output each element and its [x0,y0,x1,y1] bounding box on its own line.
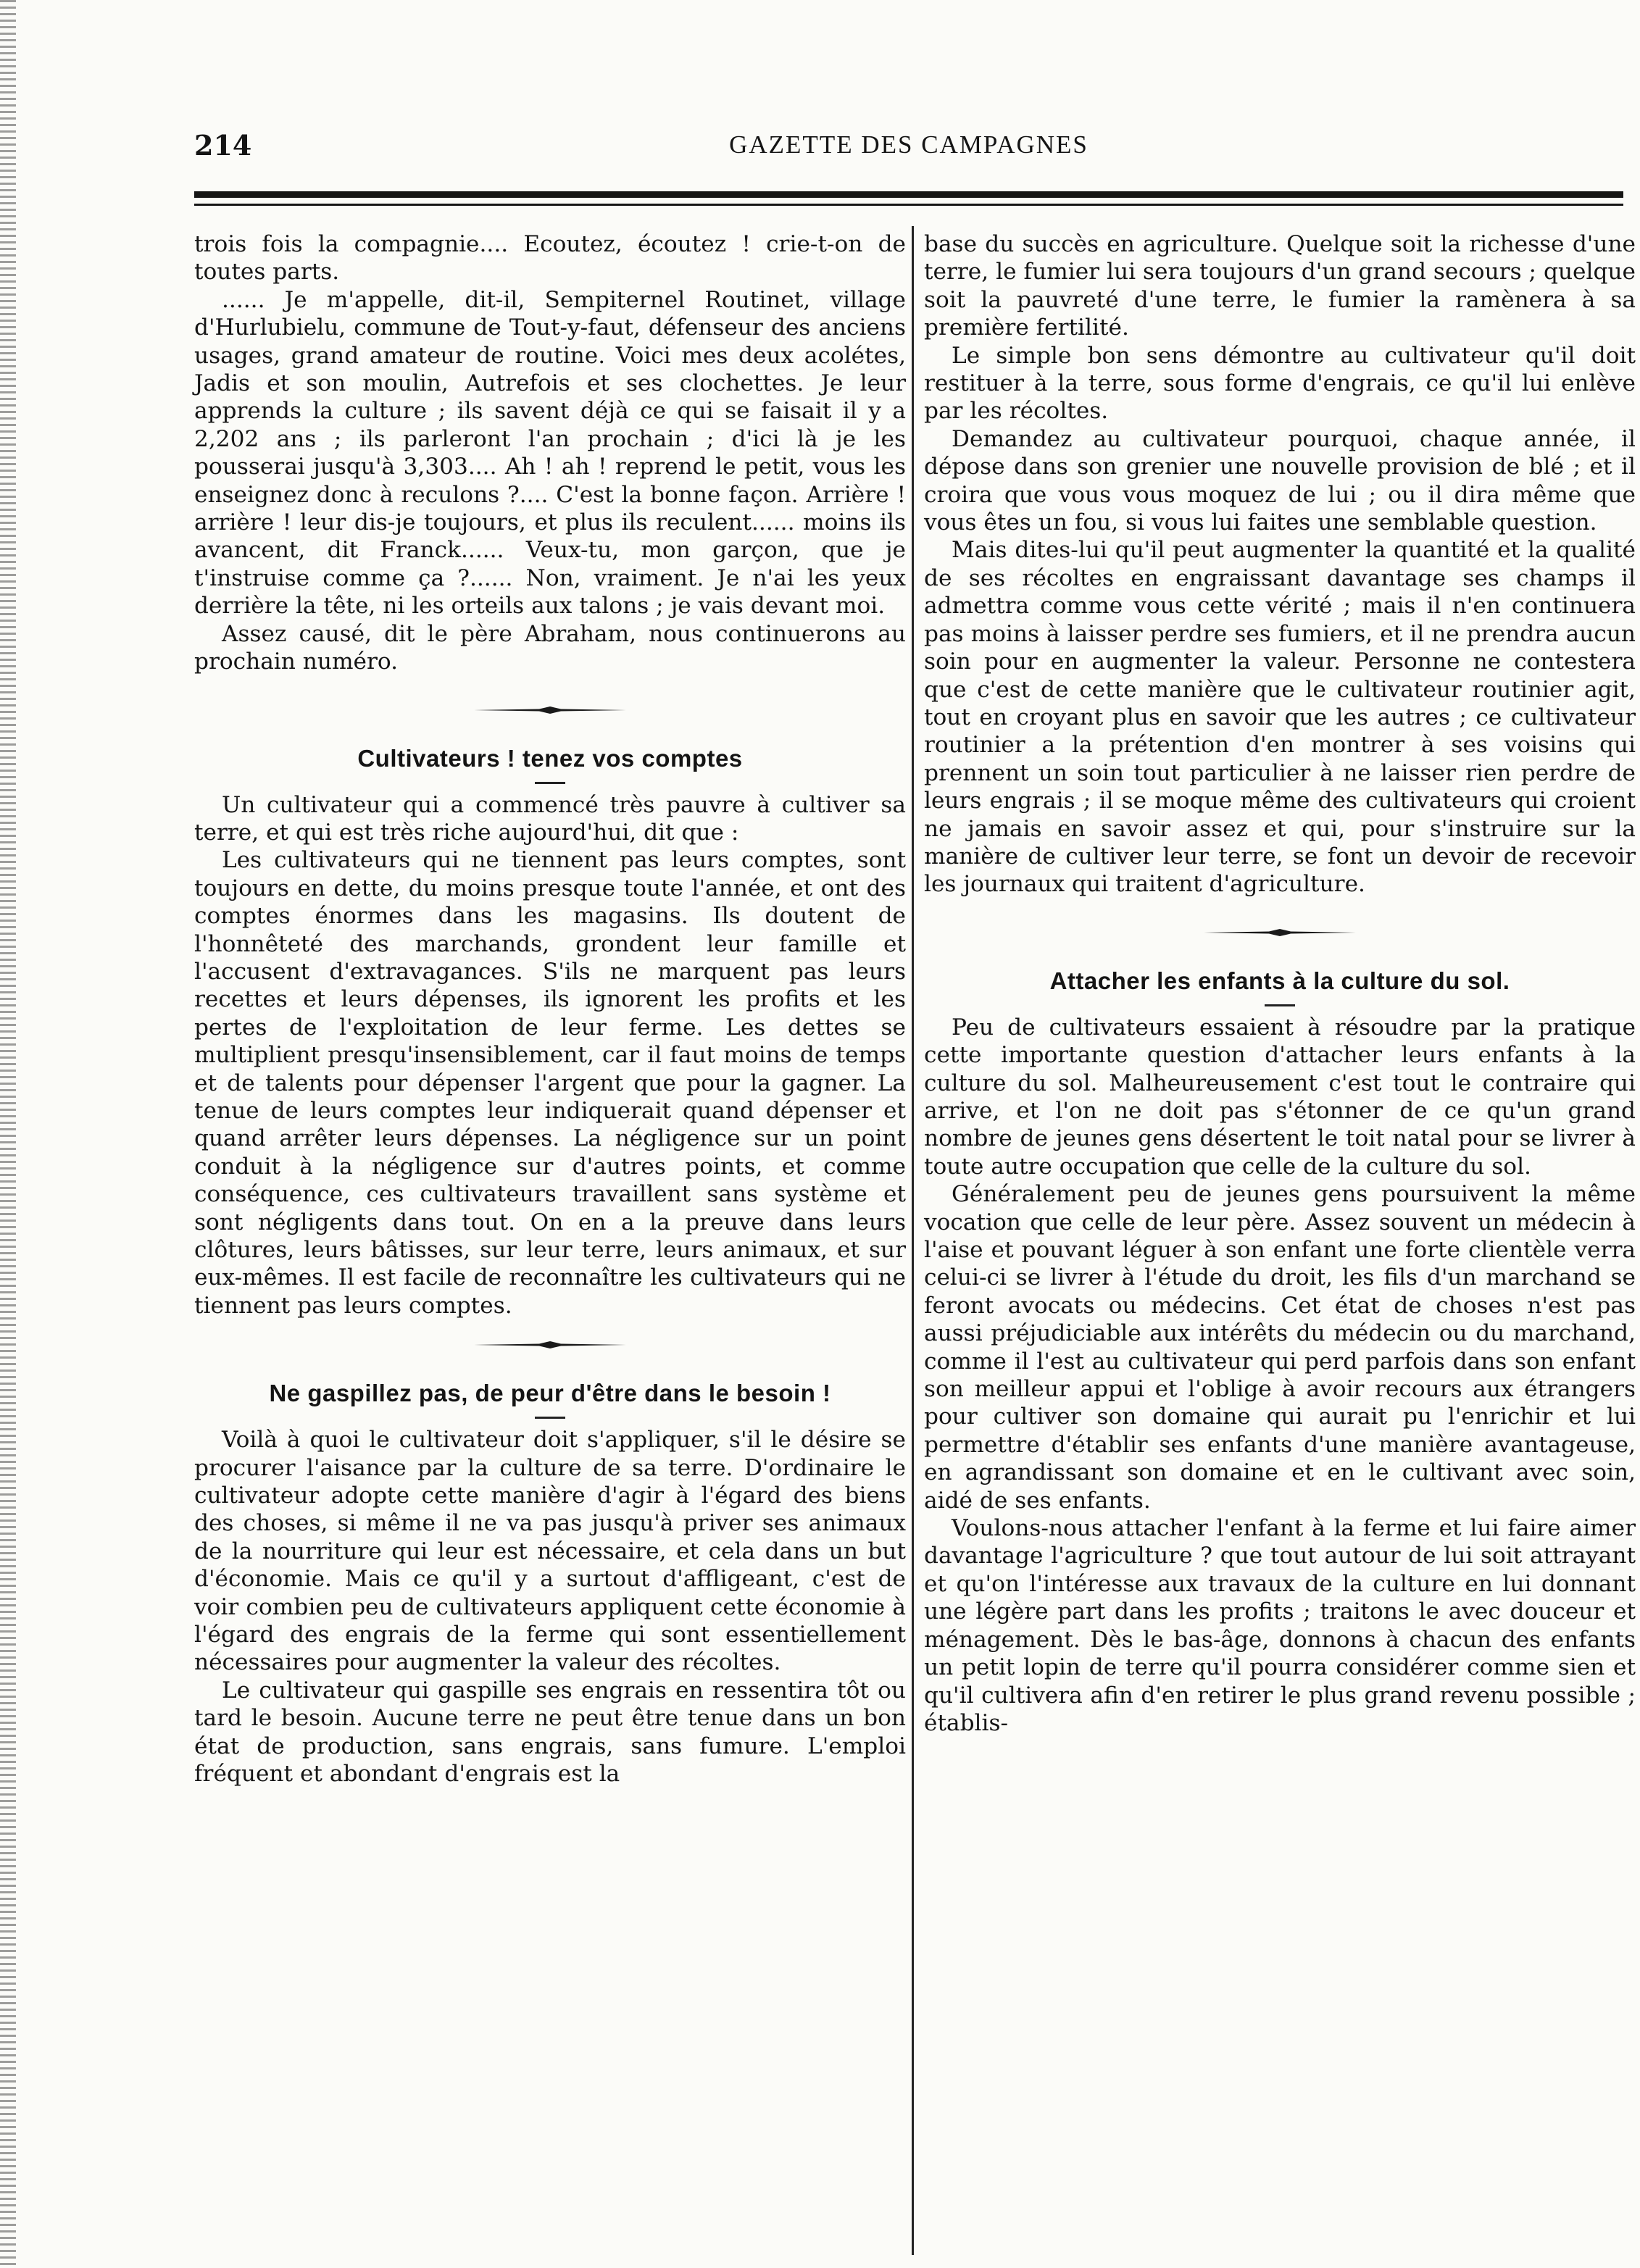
title-dash [1265,1004,1295,1006]
paragraph: Mais dites-lui qu'il peut augmenter la quantité et la qualité de ses récoltes en engraissant davantage ses champs il admettra comme vous cette vérité ; mais il n'en continuera pas moins à laisser perdre ses fumiers, et il ne prendra aucun soin pour en augmenter la valeur. Personne ne contestera que c'est de cette manière que le cultivateur routinier agit, tout en croyant plus en savoir que les autres ; ce cultivateur routinier a la prétention d'en montrer à ses voisins qui prennent un soin tout particulier à ne laisser rien perdre de leurs engrais ; il se moque même des cultivateurs qui croient ne jamais en savoir assez et qui, pour s'instruire sur la manière de cultiver leur terre, se font un devoir de recevoir les journaux qui traitent d'agriculture. [924,537,1636,898]
paragraph: Peu de cultivateurs essaient à résoudre par la pratique cette importante question d'attacher leurs enfants à la culture du sol. Malheureusement c'est tout le contraire qui arrive, et l'on ne doit pas s'étonner de ce qu'un grand nombre de jeunes gens désertent le toit natal pour se livrer à toute autre occupation que celle de la culture du sol. [924,1014,1636,1180]
header-rule-thin [194,204,1623,206]
title-dash [535,1417,565,1419]
paragraph: Demandez au cultivateur pourquoi, chaque année, il dépose dans son grenier une nouvelle provision de blé ; et il croira que vous vous moquez de lui ; ou il dira même que vous êtes un fou, si vous lui faites une semblable question. [924,425,1636,536]
paragraph: ...... Je m'appelle, dit-il, Sempiternel Routinet, village d'Hurlubielu, commune de Tout-y-faut, défenseur des anciens usages, grand amateur de routine. Voici mes deux acolétes, Jadis et son moulin, Autrefois et ses clochettes. Je leur apprends la culture ; ils savent déjà ce qui se faisait il y a 2,202 ans ; ils parleront l'an prochain ; d'ici là je les pousserai jusqu'à 3,303.... Ah ! ah ! reprend le petit, vous les enseignez donc à reculons ?.... C'est la bonne façon. Arrière ! arrière ! leur dis-je toujours, et plus ils reculent...... moins ils avancent, dit Franck...... Veux-tu, mon garçon, que je t'instruise comme ça ?...... Non, vraiment. Je n'ai les yeux derrière la tête, ni les orteils aux talons ; je vais devant moi. [194,286,906,620]
paragraph: base du succès en agriculture. Quelque soit la richesse d'une terre, le fumier lui sera toujours d'un grand secours ; quelque soit la pauvreté d'une terre, le fumier la ramènera à sa première fertilité. [924,231,1636,341]
section-title: Cultivateurs ! tenez vos comptes [357,744,743,772]
paragraph: Généralement peu de jeunes gens poursuivent la même vocation que celle de leur père. Assez souvent un médecin à l'aise et pouvant léguer à son enfant une forte clientèle verra celui-ci se livrer à l'étude du droit, les fils d'un marchand se feront avocats ou médecins. Cet état de choses n'est pas aussi préjudiciable aux intérêts du médecin ou du marchand, comme il l'est au cultivateur qui perd parfois dans son enfant son meilleur appui et l'oblige à avoir recours aux étrangers pour cultiver son domaine qui aurait pu l'enrichir et lui permettre d'établir ses enfants d'une manière avantageuse, en agrandissant son domaine et en le cultivant avec soin, aidé de ses enfants. [924,1181,1636,1514]
section-separator-ornament [474,705,626,715]
header-rule-thick [194,191,1623,198]
paragraph: Un cultivateur qui a commencé très pauvre à cultiver sa terre, et qui est très riche aujourd'hui, dit que : [194,791,906,846]
section-title: Attacher les enfants à la culture du sol. [1049,967,1510,994]
title-dash [535,782,565,784]
paragraph: Les cultivateurs qui ne tiennent pas leurs comptes, sont toujours en dette, du moins presque toute l'année, et ont des comptes énormes dans les magasins. Ils doutent de l'honnêteté des marchands, grondent leur famille et l'accusent d'extravagances. S'ils ne marquent pas leurs recettes et leurs dépenses, ils ignorent les profits et les pertes de l'exploitation de leur ferme. Les dettes se multiplient presqu'insensiblement, car il faut moins de temps et de talents pour dépenser l'argent que pour la gagner. La tenue de leurs comptes leur indiquerait quand dépenser et quand arrêter leurs dépenses. La négligence sur un point conduit à la négligence sur d'autres points, et comme conséquence, ces cultivateurs travaillent sans système et sont négligents dans tout. On en a la preuve dans leurs clôtures, leurs bâtisses, sur leur terre, leurs animaux, et sur eux-mêmes. Il est facile de reconnaître les cultivateurs qui ne tiennent pas leurs comptes. [194,847,906,1319]
paragraph: Le simple bon sens démontre au cultivateur qu'il doit restituer à la terre, sous forme d'engrais, ce qu'il lui enlève par les récoltes. [924,342,1636,425]
right-column [924,230,1636,1737]
paragraph: Le cultivateur qui gaspille ses engrais en ressentira tôt ou tard le besoin. Aucune terre ne peut être tenue dans un bon état de production, sans engrais, sans fumure. L'emploi fréquent et abondant d'engrais est la [194,1677,906,1788]
paragraph: Voilà à quoi le cultivateur doit s'appliquer, s'il le désire se procurer l'aisance par la culture de sa terre. D'ordinaire le cultivateur adopte cette manière d'agir à l'égard des biens des choses, si même il ne va pas jusqu'à priver ses animaux de la nourriture qui leur est nécessaire, et cela dans un but d'économie. Mais ce qu'il y a surtout d'affligeant, c'est de voir combien peu de cultivateurs appliquent cette économie à l'égard des engrais de la ferme qui sont essentiellement nécessaires pour augmenter la valeur des récoltes. [194,1427,906,1676]
paragraph: trois fois la compagnie.... Ecoutez, écoutez ! crie-t-on de toutes parts. [194,231,906,285]
left-column [194,230,906,1788]
page-number: 214 [194,129,252,162]
scan-edge-shadow [0,0,16,2268]
section-separator-ornament [474,1340,626,1350]
section-separator-ornament [1204,927,1356,938]
section-title: Ne gaspillez pas, de peur d'être dans le besoin ! [269,1380,831,1407]
journal-title: GAZETTE DES CAMPAGNES [729,130,1089,159]
page-header [194,129,1623,172]
paragraph: Voulons-nous attacher l'enfant à la ferme et lui faire aimer davantage l'agriculture ? que tout autour de lui soit attrayant et qu'on l'intéresse aux travaux de la culture en lui donnant une légère part dans les profits ; traitons le avec douceur et ménagement. Dès le bas-âge, donnons à chacun des enfants un petit lopin de terre qu'il pourra considérer comme sien et qu'il cultivera afin d'en retirer le plus grand revenu possible ; établis- [924,1515,1636,1736]
column-divider [912,226,914,2255]
paragraph: Assez causé, dit le père Abraham, nous continuerons au prochain numéro. [194,620,906,675]
